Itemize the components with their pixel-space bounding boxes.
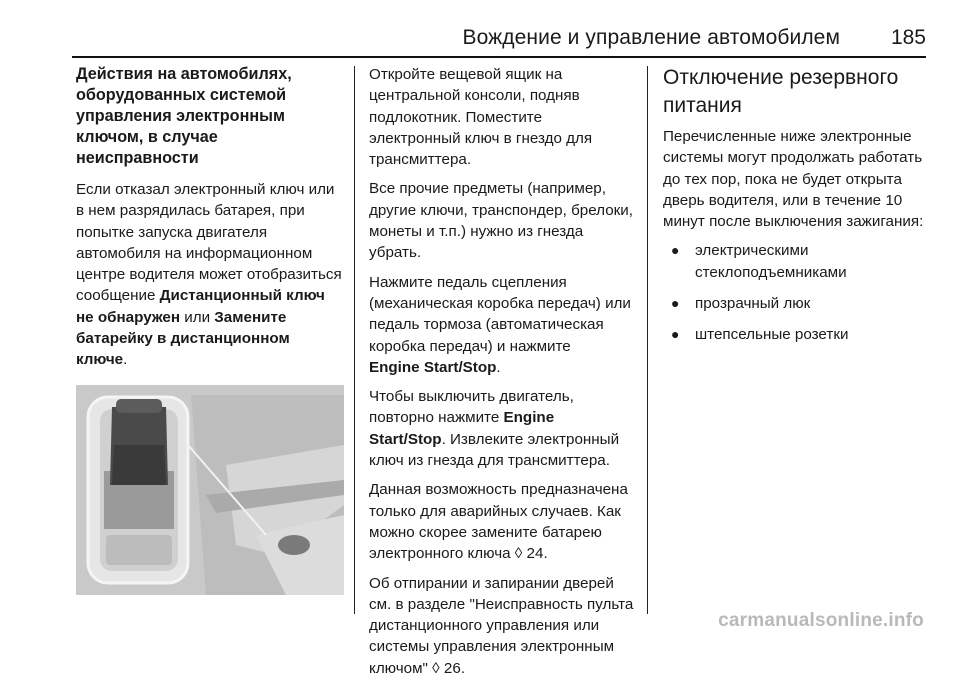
- page-header: [0, 0, 960, 56]
- illustration-key-slot: [76, 385, 344, 595]
- bullet-icon: ●: [671, 326, 680, 343]
- message-replace-battery: Замените батарейку в дистанционном ключе: [76, 308, 290, 369]
- paragraph-open-console: Откройте вещевой ящик на центральной консоли, подняв подлокотник. Поместите электронный ключ в гнездо для трансмиттера.: [369, 66, 593, 169]
- bullet-icon: ●: [671, 295, 680, 312]
- section-heading-keyless-failure: Действия на автомобилях, оборудованных системой управления электронным ключом, в случае неисправности: [76, 65, 292, 167]
- section-heading-retained-power: Отключение резервного питания: [663, 66, 899, 117]
- page-number: 185: [890, 26, 926, 49]
- paragraph-press-pedal: Нажмите педаль сцепления (механическая коробка передач) или педаль тормоза (автоматическая коробка передач) и нажмите Engine Start/Stop.: [369, 273, 631, 376]
- column-1: [76, 64, 344, 595]
- paragraph-emergency: Данная возможность предназначена только для аварийных случаев. Как можно скорее замените батарею электронного ключа ◊ 24.: [369, 481, 628, 563]
- paragraph-stop-engine: Чтобы выключить двигатель, повторно нажмите Engine Start/Stop. Извлеките электронный ключ из гнезда для трансмиттера.: [369, 388, 620, 470]
- paragraph-retained-power: Перечисленные ниже электронные системы могут продолжать работать до тех пор, пока не будет открыта дверь водителя, или в течение 10 минут после выключения зажигания:: [663, 128, 924, 231]
- list-item: ● прозрачный люк: [663, 293, 929, 314]
- list-item: ● электрическими стеклоподъемниками: [671, 242, 847, 281]
- watermark: carmanualsonline.info: [718, 610, 924, 631]
- bullet-list: [663, 240, 929, 345]
- column-2: [369, 64, 635, 687]
- message-key-not-detected: Дистанционный ключ не обнаружен: [76, 287, 325, 326]
- engine-start-stop-label: Engine Start/Stop: [369, 358, 497, 376]
- paragraph-remove-items: Все прочие предметы (например, другие ключи, транспондер, брелоки, монеты и т.п.) нужно из гнезда убрать.: [369, 180, 633, 262]
- column-divider-2: [647, 66, 648, 614]
- page-reference-icon-2: ◊: [432, 659, 440, 677]
- list-item: ● штепсельные розетки: [663, 324, 929, 345]
- bullet-icon: ●: [671, 242, 680, 259]
- engine-start-stop-label-2: Engine Start/Stop: [369, 409, 555, 448]
- header-divider: [72, 56, 926, 58]
- chapter-title: Вождение и управление автомобилем: [462, 26, 840, 49]
- paragraph-lock-unlock: Об отпирании и запирании дверей см. в разделе "Неисправность пульта дистанционного управления или системы управления электронным ключом" ◊ 26.: [369, 574, 634, 677]
- paragraph-key-failure: Если отказал электронный ключ или в нем разрядилась батарея, при попытке запуска двигателя автомобиля на информационном центре водителя может отобразиться сообщение Дистанционный ключ не обнаружен или Замените батарейку в дистанционном ключе.: [76, 181, 342, 369]
- page-reference-icon: ◊: [514, 545, 523, 563]
- page-reference-24[interactable]: 24: [526, 545, 544, 563]
- column-divider-1: [354, 66, 355, 614]
- page-reference-26[interactable]: 26: [443, 659, 461, 677]
- column-3: [663, 64, 929, 356]
